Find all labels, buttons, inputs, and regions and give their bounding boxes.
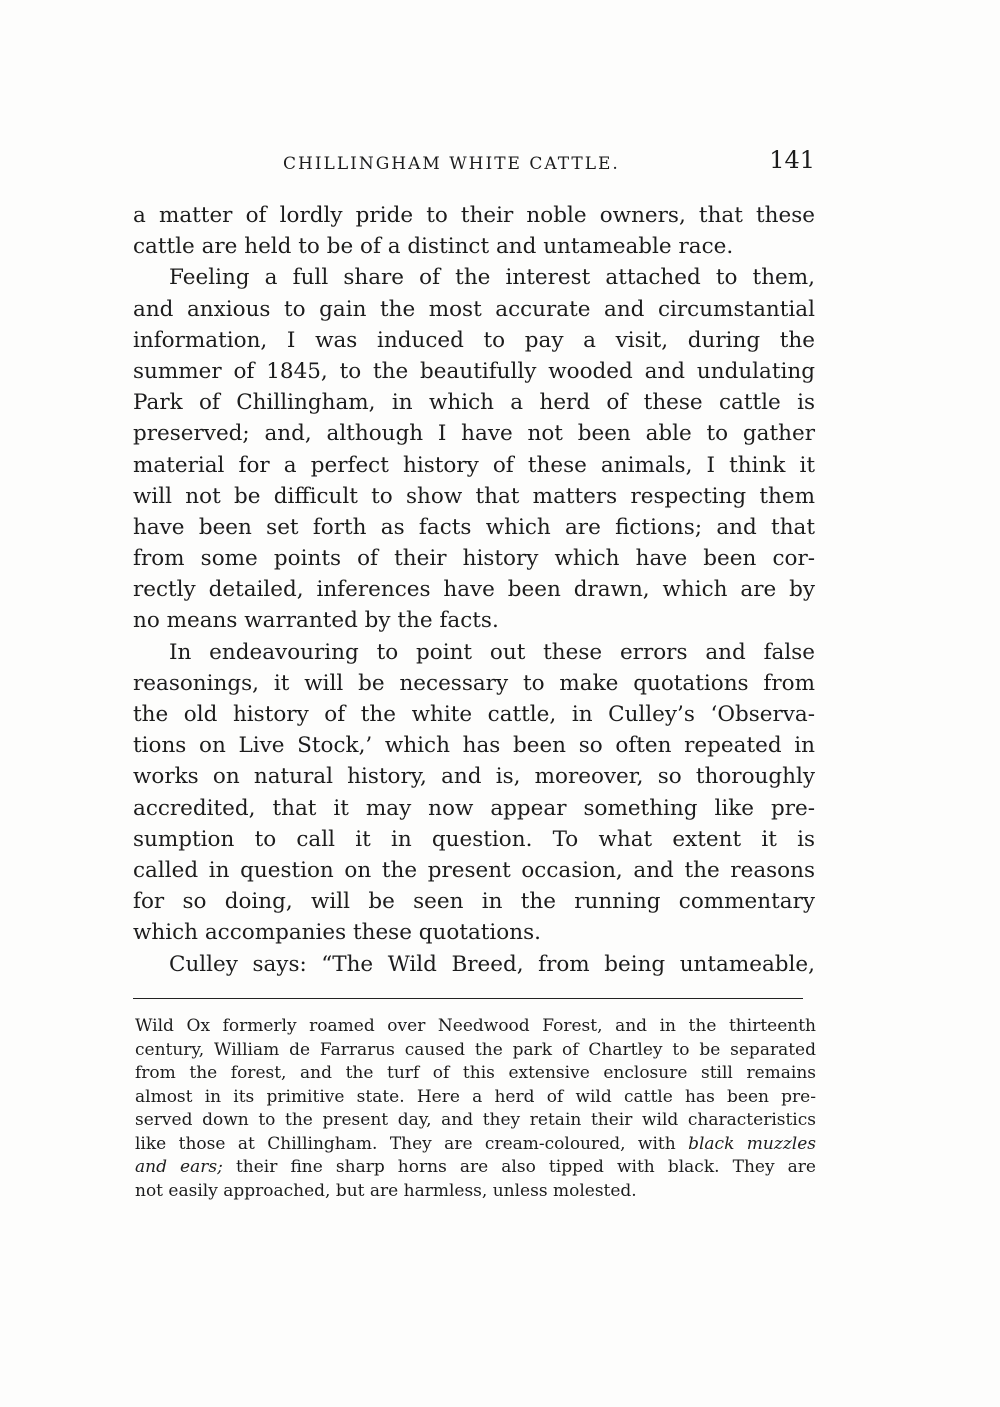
body-line: information, I was induced to pay a visit, during the [133, 327, 815, 353]
body-line: called in question on the present occasion, and the reasons [133, 857, 815, 883]
footnote-text: like those at Chillingham. They are cream-coloured, with [135, 1133, 676, 1154]
footnote-line: almost in its primitive state. Here a herd of wild cattle has been pre- [135, 1086, 816, 1107]
body-line: material for a perfect history of these animals, I think it [133, 452, 815, 478]
body-line: rectly detailed, inferences have been drawn, which are by [133, 577, 815, 603]
footnote-line [135, 1156, 816, 1180]
body-line: cattle are held to be of a distinct and untameable race. [133, 234, 734, 260]
running-head [133, 146, 815, 184]
body-line: will not be difficult to show that matters respecting them [133, 483, 815, 509]
body-line: accredited, that it may now appear something like pre- [133, 795, 815, 821]
body-line: works on natural history, and is, moreover, so thoroughly [133, 764, 815, 790]
body-line: In endeavouring to point out these errors and false [169, 639, 815, 665]
footnote-text: their fine sharp horns are also tipped with black. They are [235, 1157, 816, 1177]
footnote-line: from the forest, and the turf of this extensive enclosure still remains [135, 1063, 816, 1083]
body-line: summer of 1845, to the beautifully wooded and undulating [133, 358, 815, 384]
footnote-line [135, 1133, 816, 1157]
page-number: 141 [769, 146, 815, 174]
body-line: and anxious to gain the most accurate and circumstantial [133, 296, 815, 322]
body-line: the old history of the white cattle, in Culley’s ‘Observa- [133, 702, 815, 727]
footnote-divider [133, 998, 803, 999]
body-line: tions on Live Stock,’ which has been so often repeated in [133, 733, 815, 759]
body-line: a matter of lordly pride to their noble owners, that these [133, 203, 815, 228]
body-line: preserved; and, although I have not been able to gather [133, 421, 815, 447]
footnote-italic-text: and ears; [135, 1157, 223, 1177]
main-text [133, 200, 815, 980]
body-line: from some points of their history which have been cor- [133, 546, 815, 572]
body-line: Feeling a full share of the interest attached to them, [169, 265, 815, 291]
footnote-line: not easily approached, but are harmless, unless molested. [135, 1180, 637, 1201]
footnote-line: century, William de Farrarus caused the park of Chartley to be separated [135, 1039, 816, 1060]
body-line: Culley says: “The Wild Breed, from being untameable, [169, 951, 815, 977]
footnote-line: Wild Ox formerly roamed over Needwood Forest, and in the thirteenth [135, 1016, 816, 1036]
body-line: sumption to call it in question. To what extent it is [133, 826, 815, 852]
footnote-line: served down to the present day, and they retain their wild characteristics [135, 1110, 816, 1130]
footnote-italic-text: black muzzles [688, 1133, 816, 1154]
body-line: have been set forth as facts which are fictions; and that [133, 514, 815, 540]
body-line: Park of Chillingham, in which a herd of these cattle is [133, 390, 815, 416]
body-line: reasonings, it will be necessary to make quotations from [133, 670, 815, 696]
body-line: which accompanies these quotations. [133, 920, 541, 946]
running-title: CHILLINGHAM WHITE CATTLE. [283, 154, 620, 174]
body-line: for so doing, will be seen in the running commentary [133, 889, 815, 915]
footnote [135, 1015, 816, 1203]
body-line: no means warranted by the facts. [133, 608, 499, 634]
